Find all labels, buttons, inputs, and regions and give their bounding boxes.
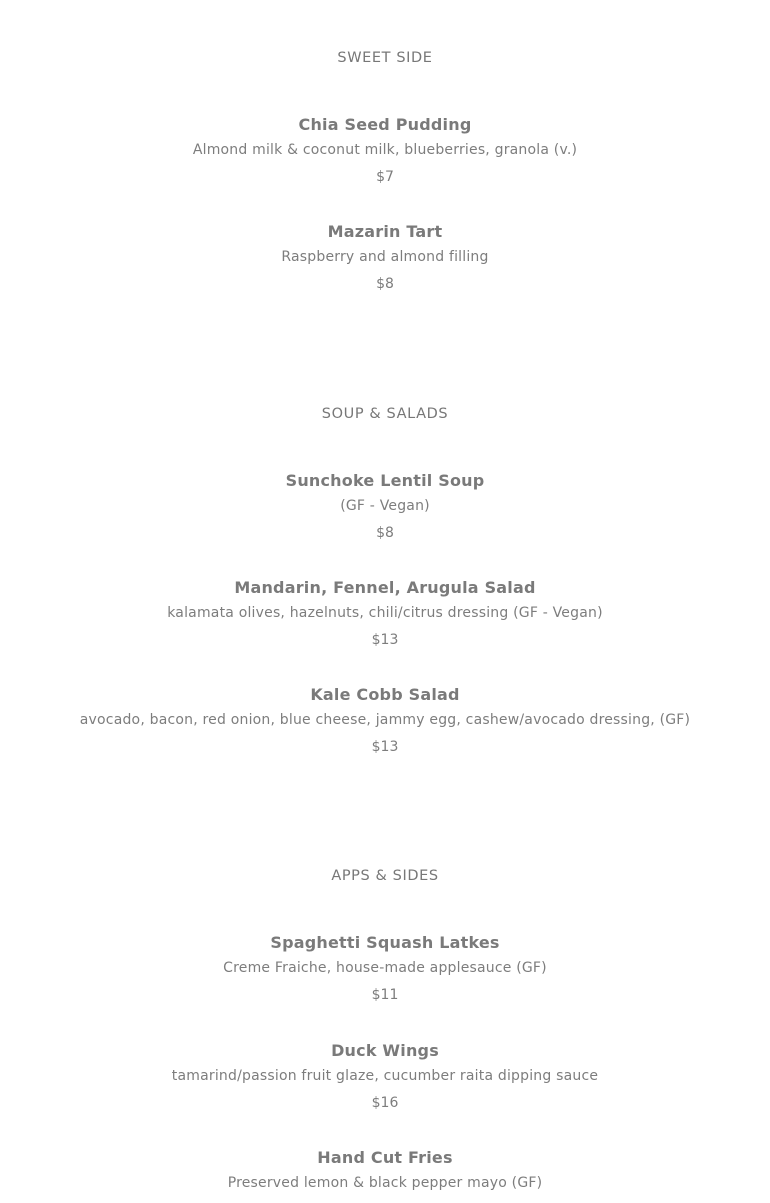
- item-description: kalamata olives, hazelnuts, chili/citrus dressing (GF - Vegan): [167, 605, 603, 621]
- item-name: Chia Seed Pudding: [298, 115, 472, 134]
- item-description: Raspberry and almond filling: [281, 249, 489, 265]
- item-name: Spaghetti Squash Latkes: [270, 933, 500, 952]
- item-description: Almond milk & coconut milk, blueberries, granola (v.): [192, 142, 578, 158]
- item-price: $8: [376, 276, 394, 292]
- item-name: Mandarin, Fennel, Arugula Salad: [234, 578, 536, 597]
- item-price: $8: [376, 525, 394, 541]
- item-price: $13: [371, 739, 399, 755]
- item-price: $11: [371, 987, 399, 1003]
- item-name: Kale Cobb Salad: [310, 685, 460, 704]
- menu-item: [0, 576, 770, 654]
- item-price: $7: [376, 169, 394, 185]
- item-description: tamarind/passion fruit glaze, cucumber raita dipping sauce: [171, 1068, 599, 1084]
- menu-item: [0, 931, 770, 1009]
- menu-item: [0, 683, 770, 761]
- item-description: (GF - Vegan): [340, 498, 430, 514]
- item-name: Duck Wings: [331, 1041, 439, 1060]
- section-title-sweet-side: SWEET SIDE: [337, 50, 433, 66]
- item-description: avocado, bacon, red onion, blue cheese, jammy egg, cashew/avocado dressing, (GF): [79, 712, 691, 728]
- menu-item: [0, 1146, 770, 1196]
- item-description: Creme Fraiche, house-made applesauce (GF): [223, 960, 547, 976]
- menu-item: [0, 469, 770, 547]
- menu-item: [0, 1039, 770, 1117]
- section-title-apps-sides: APPS & SIDES: [331, 868, 439, 884]
- item-price: $16: [371, 1095, 399, 1111]
- section-title-soup-salads: SOUP & SALADS: [321, 406, 449, 422]
- item-name: Hand Cut Fries: [317, 1148, 453, 1167]
- menu-item: [0, 220, 770, 298]
- item-description: Preserved lemon & black pepper mayo (GF): [227, 1175, 543, 1191]
- menu-item: [0, 113, 770, 191]
- item-name: Sunchoke Lentil Soup: [285, 471, 485, 490]
- item-price: $13: [371, 632, 399, 648]
- item-name: Mazarin Tart: [327, 222, 443, 241]
